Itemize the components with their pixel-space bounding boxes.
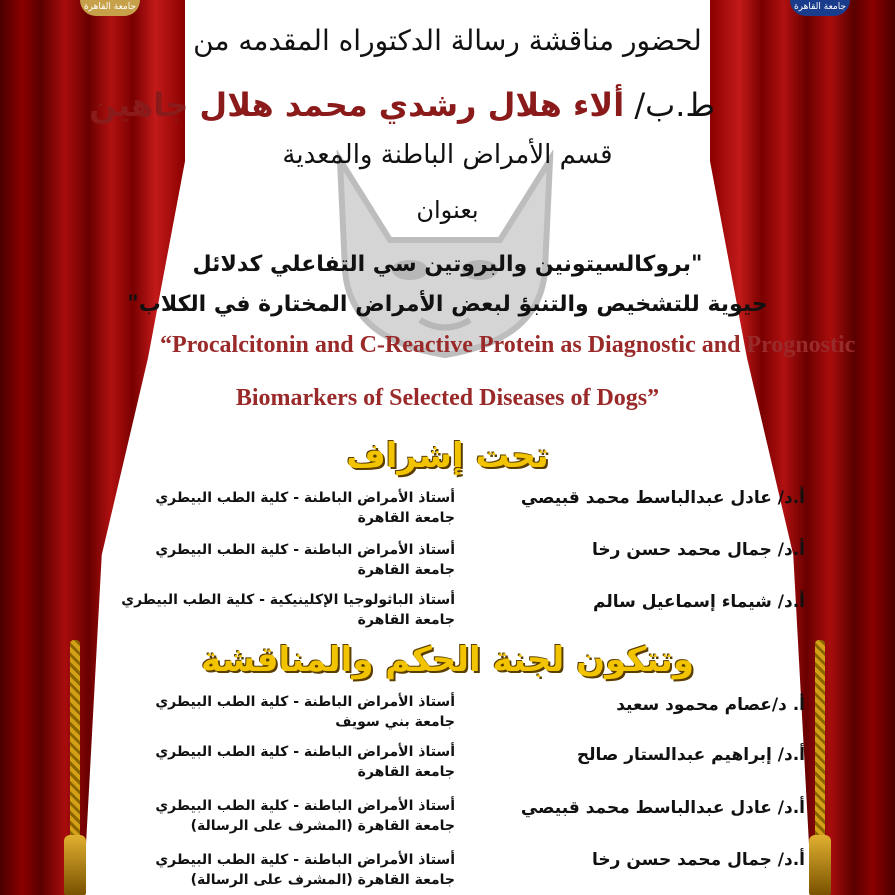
logo-right-text: جامعة القاهرة (793, 2, 847, 12)
supervisor-university: جامعة القاهرة (357, 510, 455, 526)
committee-member-desc (155, 850, 455, 890)
candidate-line (89, 86, 715, 124)
candidate-prefix: ط.ب/ (634, 86, 715, 124)
committee-member-name: أ.د/ إبراهيم عبدالستار صالح (576, 745, 805, 765)
supervisor-title: أستاذ الأمراض الباطنة - كلية الطب البيطري (155, 542, 455, 558)
thesis-title-arabic-1: "بروكالسيتونين والبروتين سي التفاعلي كدلائل (192, 252, 703, 277)
supervisor-name: أ.د/ جمال محمد حسن رخا (592, 540, 805, 560)
committee-member-title: أستاذ الأمراض الباطنة - كلية الطب البيطري (155, 694, 455, 710)
committee-member-university: جامعة القاهرة (357, 764, 455, 780)
supervisor-university: جامعة القاهرة (357, 562, 455, 578)
supervisor-name: أ.د/ شيماء إسماعيل سالم (593, 592, 805, 612)
committee-member-name: أ.د/ جمال محمد حسن رخا (592, 850, 805, 870)
supervision-heading: تحت إشراف (346, 436, 549, 476)
department: قسم الأمراض الباطنة والمعدية (282, 140, 613, 170)
committee-member-desc (155, 692, 455, 732)
committee-member-desc (155, 796, 455, 836)
committee-member-title: أستاذ الأمراض الباطنة - كلية الطب البيطري (155, 852, 455, 868)
thesis-title-english-1: “Procalcitonin and C-Reactive Protein as Diagnostic and Prognostic (160, 332, 856, 358)
committee-member-desc (155, 742, 455, 782)
supervisor-university: جامعة القاهرة (357, 612, 455, 628)
committee-member-name: أ.د/ عادل عبدالباسط محمد قبيصي (520, 798, 805, 818)
logo-left-text: جامعة القاهرة (83, 2, 137, 12)
committee-member-title: أستاذ الأمراض الباطنة - كلية الطب البيطري (155, 744, 455, 760)
committee-member-university: جامعة القاهرة (المشرف على الرسالة) (190, 818, 455, 834)
committee-heading: وتتكون لجنة الحكم والمناقشة (201, 640, 694, 680)
thesis-title-arabic-2: حيوية للتشخيص والتنبؤ لبعض الأمراض المختارة في الكلاب" (127, 292, 768, 317)
titled-label: بعنوان (416, 196, 479, 224)
committee-member-name: أ. د/عصام محمود سعيد (616, 695, 805, 715)
supervisor-desc (121, 590, 455, 630)
thesis-title-english-2: Biomarkers of Selected Diseases of Dogs” (235, 385, 660, 411)
supervisor-desc (155, 540, 455, 580)
committee-member-university: جامعة القاهرة (المشرف على الرسالة) (190, 872, 455, 888)
supervisor-desc (155, 488, 455, 528)
invitation-intro: لحضور مناقشة رسالة الدكتوراه المقدمه من (193, 24, 702, 57)
supervisor-title: أستاذ الباثولوجيا الإكلينيكية - كلية الطب البيطري (121, 592, 455, 608)
supervisor-title: أستاذ الأمراض الباطنة - كلية الطب البيطري (155, 490, 455, 506)
candidate-name: ألاء هلال رشدي محمد هلال جاهين (89, 86, 625, 124)
supervisor-name: أ.د/ عادل عبدالباسط محمد قبيصي (520, 488, 805, 508)
committee-member-title: أستاذ الأمراض الباطنة - كلية الطب البيطري (155, 798, 455, 814)
committee-member-university: جامعة بني سويف (335, 714, 455, 730)
